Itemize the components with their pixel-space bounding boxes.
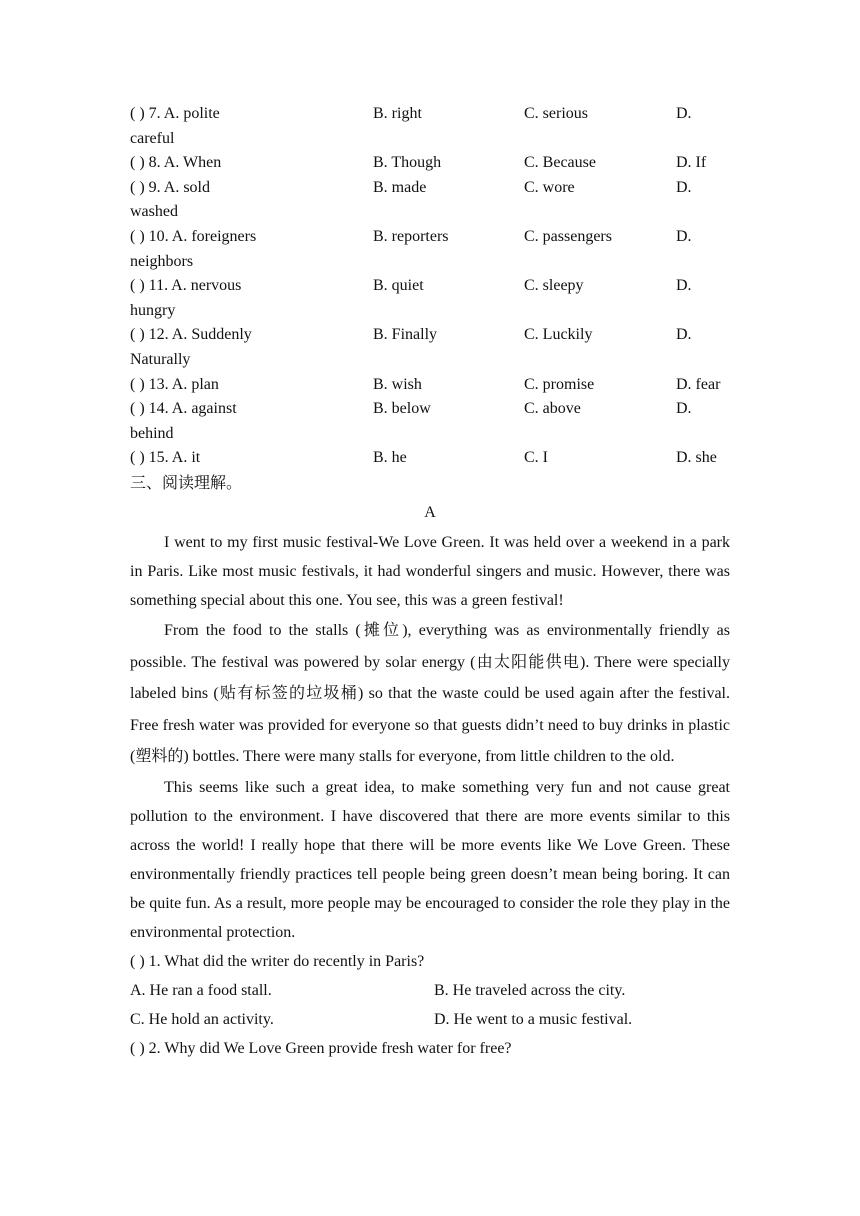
question-1-options-row-1: [130, 976, 730, 1005]
cloze-question-option-a: ( ) 10. A. foreigners: [130, 227, 257, 245]
passage-paragraph-3: This seems like such a great idea, to make something very fun and not cause great pollution to the environment. I have discovered that there are more events similar to this across the world! I really hope that there will be more events like We Love Green. These environmentally friendly practices tell people being green doesn’t mean being boring. It can be quite fun. As a result, more people may be encouraged to consider the role they play in the environmental protection.: [130, 778, 730, 941]
cloze-option-c: C. passengers: [524, 227, 612, 245]
cloze-item-row: [130, 274, 730, 299]
cloze-option-d: D.: [676, 227, 692, 245]
cloze-item-row: [130, 176, 730, 201]
cloze-option-d-continuation: hungry: [130, 301, 176, 319]
cloze-question-option-a: ( ) 12. A. Suddenly: [130, 326, 252, 344]
cloze-option-c: C. wore: [524, 178, 575, 196]
cloze-option-c: C. Because: [524, 154, 596, 172]
cloze-option-b: B. made: [373, 178, 427, 196]
cloze-item-row: [130, 397, 730, 422]
cloze-question-option-a: ( ) 7. A. polite: [130, 105, 220, 122]
question-1-options-row-2: [130, 1005, 730, 1034]
cloze-option-c: C. above: [524, 400, 581, 418]
cloze-option-c: C. serious: [524, 105, 588, 122]
cloze-question-option-a: ( ) 11. A. nervous: [130, 277, 242, 295]
cloze-option-c: C. Luckily: [524, 326, 593, 344]
cloze-option-d: D.: [676, 277, 692, 295]
cloze-item-row: [130, 446, 730, 471]
cloze-option-b: B. Though: [373, 154, 442, 172]
cloze-option-b: B. he: [373, 449, 407, 467]
cloze-item-row: [130, 323, 730, 348]
cloze-question-option-a: ( ) 14. A. against: [130, 400, 237, 418]
cloze-option-d: D. fear: [676, 375, 721, 393]
section-title: 三、阅读理解。: [130, 474, 243, 492]
cloze-option-b: B. Finally: [373, 326, 438, 344]
question-1-option-a: A. He ran a food stall.: [130, 981, 272, 999]
question-1-option-b: B. He traveled across the city.: [434, 981, 626, 999]
cloze-option-d-continuation: neighbors: [130, 252, 194, 270]
question-1-stem: ( ) 1. What did the writer do recently in Paris?: [130, 952, 425, 970]
cloze-question-option-a: ( ) 13. A. plan: [130, 375, 219, 393]
cloze-option-c: C. I: [524, 449, 548, 467]
document-content: [130, 102, 730, 1063]
question-1-option-c: C. He hold an activity.: [130, 1010, 274, 1028]
cloze-question-option-a: ( ) 9. A. sold: [130, 178, 210, 196]
cloze-option-b: B. reporters: [373, 227, 449, 245]
cloze-option-d-continuation: careful: [130, 129, 175, 147]
cloze-options-list: [130, 102, 730, 471]
cloze-option-b: B. right: [373, 105, 422, 122]
cloze-item-row: [130, 225, 730, 250]
passage-paragraph-2: From the food to the stalls (摊位), everything was as environmentally friendly as possible. The festival was powered by solar energy (由太阳能供电). There were specially labeled bins (贴有标签的垃圾桶) so that the waste could be used again after the festival. Free fresh water was provided for everyone so that guests didn’t need to buy drinks in plastic (塑料的) bottles. There were many stalls for everyone, from little children to the old.: [130, 621, 730, 766]
cloze-question-option-a: ( ) 8. A. When: [130, 154, 222, 172]
cloze-item-row: [130, 151, 730, 176]
cloze-option-d: D.: [676, 105, 692, 122]
cloze-option-c: C. promise: [524, 375, 595, 393]
cloze-item-row: [130, 102, 730, 127]
question-1-option-d: D. He went to a music festival.: [434, 1010, 633, 1028]
cloze-option-d-continuation: Naturally: [130, 350, 191, 368]
passage-title: A: [424, 503, 436, 521]
cloze-option-d: D. she: [676, 449, 717, 467]
cloze-option-c: C. sleepy: [524, 277, 584, 295]
cloze-option-b: B. wish: [373, 375, 422, 393]
cloze-option-d: D.: [676, 400, 692, 418]
cloze-option-d: D.: [676, 178, 692, 196]
cloze-option-b: B. quiet: [373, 277, 424, 295]
cloze-option-d: D.: [676, 326, 692, 344]
question-2-stem: ( ) 2. Why did We Love Green provide fresh water for free?: [130, 1039, 512, 1057]
cloze-option-d-continuation: behind: [130, 424, 174, 442]
cloze-question-option-a: ( ) 15. A. it: [130, 449, 201, 467]
cloze-option-d-continuation: washed: [130, 203, 178, 221]
cloze-option-d: D. If: [676, 154, 707, 172]
passage-paragraph-1: I went to my first music festival-We Love Green. It was held over a weekend in a park in Paris. Like most music festivals, it had wonderful singers and music. However, there was something special about this one. You see, this was a green festival!: [130, 533, 730, 609]
cloze-item-row: [130, 373, 730, 398]
cloze-option-b: B. below: [373, 400, 431, 418]
